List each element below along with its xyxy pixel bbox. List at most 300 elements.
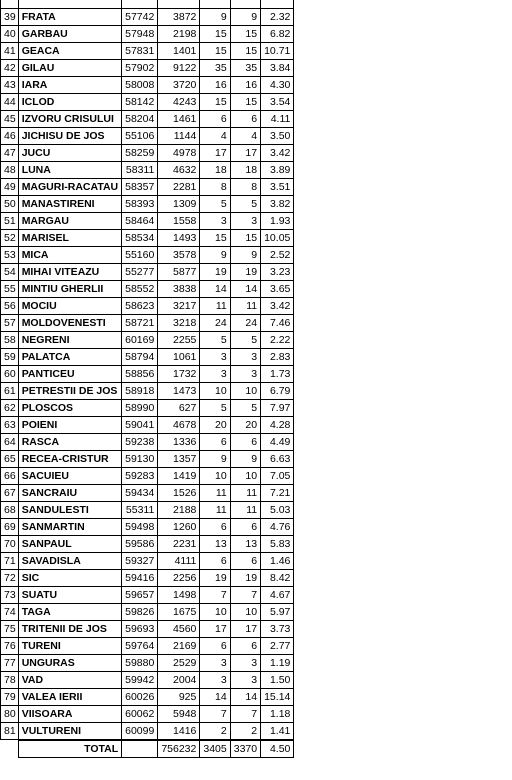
cell-name: UNGURAS [18,654,121,671]
cell-name: GARBAU [18,25,121,42]
cell-value-b: 3 [230,212,260,229]
cell-value-b: 15 [230,25,260,42]
cell-value-b: 9 [230,246,260,263]
cell-name: VIISOARA [18,705,121,722]
cell-value-b: 5 [230,195,260,212]
cell-value-b: 15 [230,229,260,246]
cell-index: 72 [1,569,19,586]
cell-name: TURENI [18,637,121,654]
cell-value-b: 9 [230,450,260,467]
cell-index: 55 [1,280,19,297]
cell-value-b: 6 [230,637,260,654]
cell-value-a: 3 [200,365,230,382]
cell-code: 60062 [122,705,158,722]
cell-value-a: 4 [200,127,230,144]
cell-ratio: 1.19 [261,654,294,671]
cell-index: 61 [1,382,19,399]
cell-code: 59238 [122,433,158,450]
cell-ratio: 1.50 [261,671,294,688]
cell-index: 42 [1,59,19,76]
table-row [1,382,294,399]
cell-code: 58990 [122,399,158,416]
cell-ratio: 3.42 [261,297,294,314]
cell-value-a: 17 [200,144,230,161]
cell-population: 2198 [158,25,200,42]
cell-value-b: 5 [230,399,260,416]
cell-value-b: 7 [230,586,260,603]
cell-value-b: 15 [230,93,260,110]
cell-ratio: 6.79 [261,382,294,399]
total-value-b: 3370 [230,740,260,758]
cell-population: 4560 [158,620,200,637]
cell-population: 1558 [158,212,200,229]
cell-index: 48 [1,161,19,178]
cell-value-b: 3 [230,365,260,382]
cell-value-a: 3 [200,348,230,365]
cell-value-a: 18 [200,161,230,178]
cell-value-b: 2 [230,722,260,740]
cell-name: IZVORU CRISULUI [18,110,121,127]
cell-value-a: 24 [200,314,230,331]
cell-index: 68 [1,501,19,518]
cell-value-b: 9 [230,8,260,25]
cell-value-a: 14 [200,280,230,297]
cell-value-a: 15 [200,42,230,59]
cell-value-b: 11 [230,484,260,501]
cell-value-b: 16 [230,76,260,93]
cell-index: 46 [1,127,19,144]
cell-value-a: 9 [200,246,230,263]
cell-population: 1473 [158,382,200,399]
cell-population: 1061 [158,348,200,365]
cell-code: 58204 [122,110,158,127]
cell-population: 2004 [158,671,200,688]
cell-ratio [261,0,294,8]
cell-name: RASCA [18,433,121,450]
cell-population: 1309 [158,195,200,212]
cell-value-b: 10 [230,382,260,399]
cell-code: 58623 [122,297,158,314]
cell-name [18,0,121,8]
cell-code: 59434 [122,484,158,501]
cell-name: VALEA IERII [18,688,121,705]
cell-ratio: 4.49 [261,433,294,450]
cell-ratio: 5.83 [261,535,294,552]
cell-code: 55277 [122,263,158,280]
cell-index: 73 [1,586,19,603]
cell-value-a: 20 [200,416,230,433]
cell-name: SANCRAIU [18,484,121,501]
cell-code: 57902 [122,59,158,76]
table-row-partial [1,0,294,8]
cell-code: 55160 [122,246,158,263]
cell-ratio: 4.11 [261,110,294,127]
cell-name: SAVADISLA [18,552,121,569]
cell-ratio: 7.46 [261,314,294,331]
cell-ratio: 6.63 [261,450,294,467]
cell-population: 3872 [158,8,200,25]
cell-code: 59942 [122,671,158,688]
cell-ratio: 3.73 [261,620,294,637]
cell-index: 40 [1,25,19,42]
table-row [1,280,294,297]
cell-population: 2188 [158,501,200,518]
table-row [1,365,294,382]
cell-value-b: 10 [230,467,260,484]
cell-index: 75 [1,620,19,637]
cell-name: PANTICEU [18,365,121,382]
cell-value-a: 9 [200,8,230,25]
cell-population: 925 [158,688,200,705]
cell-value-a: 10 [200,603,230,620]
cell-name: MICA [18,246,121,263]
cell-value-b: 15 [230,42,260,59]
cell-ratio: 15.14 [261,688,294,705]
cell-index: 71 [1,552,19,569]
table-row [1,586,294,603]
cell-code: 59327 [122,552,158,569]
cell-index: 57 [1,314,19,331]
cell-value-a: 6 [200,552,230,569]
cell-value-a: 19 [200,569,230,586]
table-row [1,246,294,263]
cell-population: 1493 [158,229,200,246]
cell-index: 74 [1,603,19,620]
table-row [1,178,294,195]
cell-population: 1419 [158,467,200,484]
cell-ratio: 2.83 [261,348,294,365]
cell-value-b: 19 [230,569,260,586]
cell-population: 627 [158,399,200,416]
table-row [1,501,294,518]
cell-population: 5948 [158,705,200,722]
cell-value-a: 10 [200,382,230,399]
cell-value-b: 17 [230,144,260,161]
cell-name: FRATA [18,8,121,25]
cell-index: 59 [1,348,19,365]
table-row [1,161,294,178]
cell-name: PLOSCOS [18,399,121,416]
cell-value-b: 19 [230,263,260,280]
cell-value-a: 11 [200,297,230,314]
cell-index: 53 [1,246,19,263]
table-row [1,433,294,450]
cell-value-a: 19 [200,263,230,280]
cell-code: 58357 [122,178,158,195]
cell-ratio: 7.21 [261,484,294,501]
cell-name: SUATU [18,586,121,603]
table-row [1,467,294,484]
total-ratio: 4.50 [261,740,294,758]
table-row [1,195,294,212]
cell-population: 1401 [158,42,200,59]
cell-value-a: 11 [200,501,230,518]
cell-ratio: 4.28 [261,416,294,433]
cell-ratio: 4.76 [261,518,294,535]
cell-index: 63 [1,416,19,433]
cell-value-b: 7 [230,705,260,722]
table-row [1,59,294,76]
cell-value-b: 3 [230,654,260,671]
cell-code [122,0,158,8]
cell-name: SIC [18,569,121,586]
cell-ratio: 4.30 [261,76,294,93]
table-row [1,722,294,740]
cell-ratio: 5.03 [261,501,294,518]
cell-ratio: 7.97 [261,399,294,416]
cell-ratio: 1.46 [261,552,294,569]
cell-index: 47 [1,144,19,161]
cell-name: ICLOD [18,93,121,110]
cell-ratio: 7.05 [261,467,294,484]
cell-ratio: 3.50 [261,127,294,144]
cell-code: 58464 [122,212,158,229]
cell-name: LUNA [18,161,121,178]
cell-population: 4978 [158,144,200,161]
cell-index: 41 [1,42,19,59]
cell-empty [122,740,158,758]
cell-value-a: 14 [200,688,230,705]
table-row [1,348,294,365]
cell-code: 60169 [122,331,158,348]
cell-name: TRITENII DE JOS [18,620,121,637]
cell-name: JUCU [18,144,121,161]
cell-name: NEGRENI [18,331,121,348]
cell-value-a: 7 [200,705,230,722]
cell-name: POIENI [18,416,121,433]
cell-code: 55311 [122,501,158,518]
cell-ratio: 1.73 [261,365,294,382]
cell-code: 59416 [122,569,158,586]
table-row [1,569,294,586]
cell-name: SANPAUL [18,535,121,552]
cell-code: 57948 [122,25,158,42]
cell-ratio: 4.67 [261,586,294,603]
cell-index [1,0,19,8]
cell-name: MANASTIRENI [18,195,121,212]
cell-value-b: 11 [230,297,260,314]
cell-ratio: 2.52 [261,246,294,263]
cell-code: 59498 [122,518,158,535]
table-row [1,263,294,280]
cell-population: 1675 [158,603,200,620]
cell-code: 60099 [122,722,158,740]
cell-code: 59041 [122,416,158,433]
cell-code: 58918 [122,382,158,399]
cell-name: GEACA [18,42,121,59]
cell-value-a: 7 [200,586,230,603]
cell-population: 3720 [158,76,200,93]
cell-name: JICHISU DE JOS [18,127,121,144]
cell-index: 65 [1,450,19,467]
cell-name: VAD [18,671,121,688]
cell-code: 57742 [122,8,158,25]
cell-index: 66 [1,467,19,484]
cell-index: 51 [1,212,19,229]
total-row [1,740,294,758]
table-row [1,331,294,348]
cell-name: MINTIU GHERLII [18,280,121,297]
cell-value-a: 6 [200,518,230,535]
cell-code: 57831 [122,42,158,59]
cell-ratio: 3.89 [261,161,294,178]
cell-index: 69 [1,518,19,535]
cell-value-a: 11 [200,484,230,501]
cell-index: 58 [1,331,19,348]
cell-ratio: 3.42 [261,144,294,161]
table-row [1,144,294,161]
cell-name: IARA [18,76,121,93]
cell-value-b: 11 [230,501,260,518]
cell-value-a: 5 [200,195,230,212]
table-row [1,552,294,569]
cell-code: 58142 [122,93,158,110]
cell-code: 58008 [122,76,158,93]
cell-code: 58259 [122,144,158,161]
cell-value-b: 6 [230,518,260,535]
cell-index: 67 [1,484,19,501]
cell-code: 59880 [122,654,158,671]
cell-ratio: 10.05 [261,229,294,246]
cell-code: 59283 [122,467,158,484]
cell-population: 2281 [158,178,200,195]
cell-code: 58794 [122,348,158,365]
table-row [1,93,294,110]
cell-index: 70 [1,535,19,552]
cell-value-a: 6 [200,433,230,450]
cell-value-a: 6 [200,110,230,127]
cell-value-b: 17 [230,620,260,637]
cell-name: SANDULESTI [18,501,121,518]
cell-value-b: 4 [230,127,260,144]
cell-population: 1144 [158,127,200,144]
table-row [1,127,294,144]
cell-population: 1461 [158,110,200,127]
table-row [1,314,294,331]
cell-code: 59693 [122,620,158,637]
cell-population: 3218 [158,314,200,331]
total-population: 756232 [158,740,200,758]
cell-ratio: 3.65 [261,280,294,297]
cell-value-a: 17 [200,620,230,637]
cell-population: 2256 [158,569,200,586]
cell-value-b: 3 [230,348,260,365]
cell-code: 58311 [122,161,158,178]
cell-name: MOCIU [18,297,121,314]
cell-value-a: 2 [200,722,230,740]
table-row [1,654,294,671]
cell-index: 45 [1,110,19,127]
cell-name: MARGAU [18,212,121,229]
cell-value-a: 5 [200,331,230,348]
cell-ratio: 5.97 [261,603,294,620]
cell-population: 4632 [158,161,200,178]
cell-population: 2255 [158,331,200,348]
table-row [1,535,294,552]
cell-value-b: 20 [230,416,260,433]
cell-population: 2529 [158,654,200,671]
cell-value-a: 5 [200,399,230,416]
cell-value-a: 9 [200,450,230,467]
cell-code: 59130 [122,450,158,467]
cell-index: 62 [1,399,19,416]
cell-index: 49 [1,178,19,195]
cell-population: 1732 [158,365,200,382]
table-row [1,229,294,246]
cell-value-b: 24 [230,314,260,331]
table-row [1,705,294,722]
table-row [1,399,294,416]
cell-index: 77 [1,654,19,671]
cell-population: 2231 [158,535,200,552]
cell-population: 3217 [158,297,200,314]
cell-name: GILAU [18,59,121,76]
cell-population: 4243 [158,93,200,110]
cell-ratio: 8.42 [261,569,294,586]
cell-ratio: 3.51 [261,178,294,195]
cell-ratio: 1.93 [261,212,294,229]
table-row [1,450,294,467]
cell-name: MAGURI-RACATAU [18,178,121,195]
cell-value-b: 6 [230,433,260,450]
table-row [1,8,294,25]
cell-value-a: 13 [200,535,230,552]
cell-index: 79 [1,688,19,705]
cell-code: 58552 [122,280,158,297]
cell-code: 58534 [122,229,158,246]
table-row [1,212,294,229]
cell-index: 56 [1,297,19,314]
cell-name: SANMARTIN [18,518,121,535]
cell-population: 1498 [158,586,200,603]
cell-population: 4111 [158,552,200,569]
cell-code: 59826 [122,603,158,620]
cell-value-b [230,0,260,8]
cell-name: VULTURENI [18,722,121,740]
cell-index: 76 [1,637,19,654]
cell-value-a: 3 [200,654,230,671]
cell-value-a [200,0,230,8]
cell-value-b: 5 [230,331,260,348]
cell-population: 2169 [158,637,200,654]
cell-index: 39 [1,8,19,25]
cell-ratio: 2.22 [261,331,294,348]
cell-population [158,0,200,8]
cell-ratio: 3.84 [261,59,294,76]
cell-value-a: 3 [200,212,230,229]
cell-name: PALATCA [18,348,121,365]
cell-name: SACUIEU [18,467,121,484]
cell-value-b: 6 [230,110,260,127]
table-row [1,484,294,501]
cell-index: 54 [1,263,19,280]
cell-code: 60026 [122,688,158,705]
cell-population: 1357 [158,450,200,467]
cell-index: 44 [1,93,19,110]
cell-population: 1260 [158,518,200,535]
cell-population: 9122 [158,59,200,76]
cell-ratio: 3.54 [261,93,294,110]
table-row [1,42,294,59]
cell-value-a: 16 [200,76,230,93]
cell-code: 59586 [122,535,158,552]
cell-code: 58856 [122,365,158,382]
cell-ratio: 1.41 [261,722,294,740]
cell-code: 59657 [122,586,158,603]
cell-index: 80 [1,705,19,722]
cell-value-a: 10 [200,467,230,484]
cell-value-a: 6 [200,637,230,654]
